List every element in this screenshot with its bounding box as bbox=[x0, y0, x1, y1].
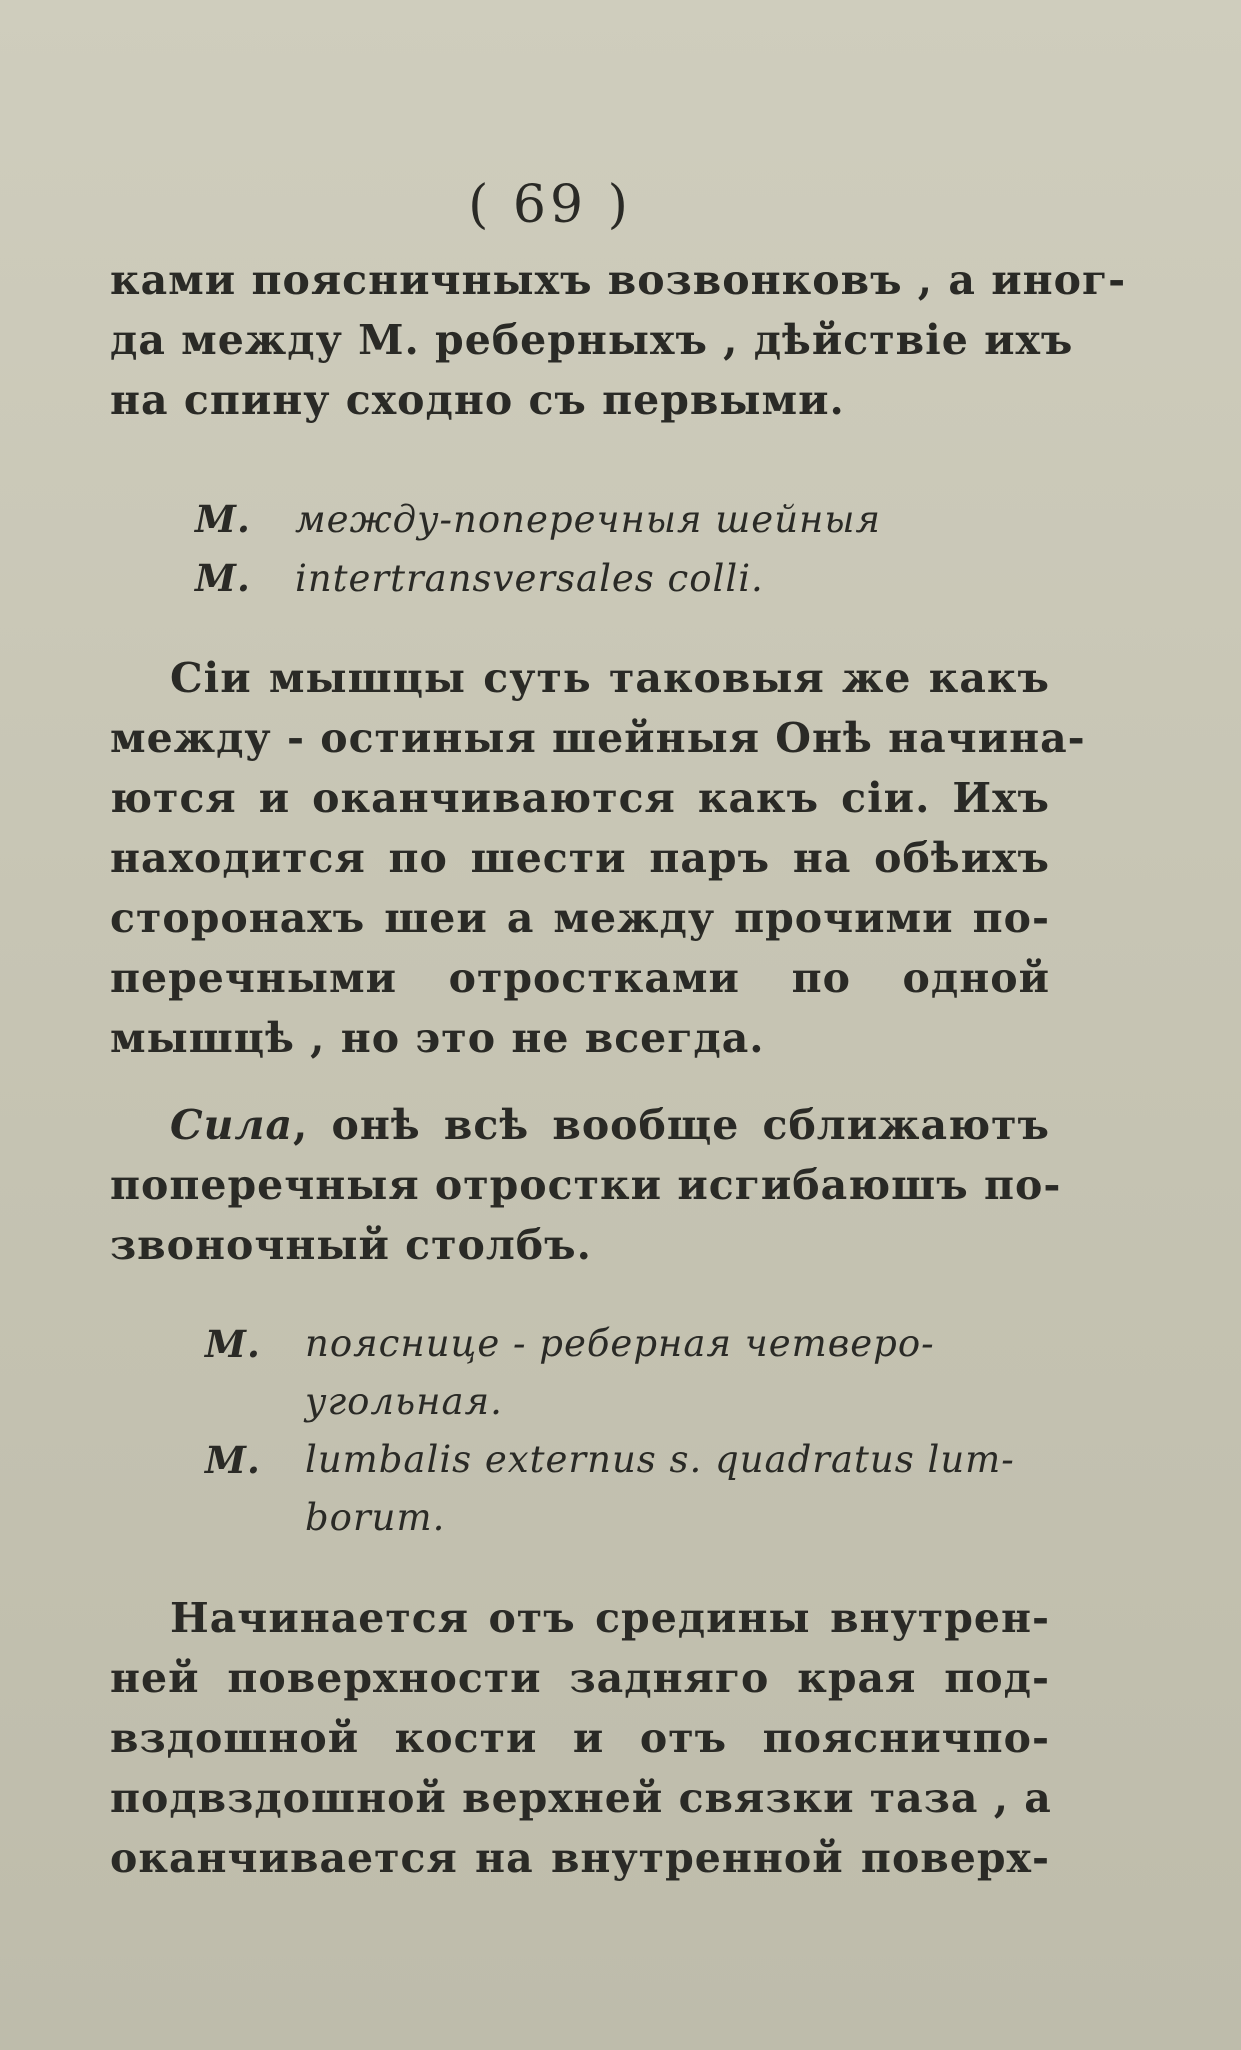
text-line: на спину сходно съ первыми. bbox=[110, 376, 845, 424]
text-line: сторонахъ шеи а между прочими по- bbox=[110, 894, 1050, 942]
text-line: ками поясничныхъ возвонковъ , а иног- bbox=[110, 256, 1127, 304]
heading-abbr: М. bbox=[195, 497, 251, 541]
italic-lead: Сила bbox=[170, 1101, 294, 1149]
heading-abbr: М. bbox=[205, 1322, 261, 1366]
heading-russian-cont: угольная. bbox=[305, 1380, 503, 1423]
text-line: подвздошной верхней связки таза , а bbox=[110, 1774, 1052, 1822]
text-line: поперечныя отростки исгибаюшъ по- bbox=[110, 1161, 1062, 1209]
page-number: ( 69 ) bbox=[468, 175, 632, 235]
text-line: Начинается отъ средины внутрен- bbox=[170, 1594, 1050, 1642]
text-line: ются и оканчиваются какъ сіи. Ихъ bbox=[110, 774, 1050, 822]
heading-abbr: M. bbox=[195, 556, 251, 600]
heading-latin: intertransversales colli. bbox=[295, 557, 764, 600]
text-fragment: , онѣ всѣ вообще сближаютъ bbox=[293, 1101, 1050, 1149]
text-line: оканчивается на внутренной поверх- bbox=[110, 1834, 1050, 1882]
text-line: перечными отростками по одной bbox=[110, 954, 1050, 1002]
text-line: вздошной кости и отъ поясничпо- bbox=[110, 1714, 1050, 1762]
heading-latin: lumbalis externus s. quadratus lum- bbox=[305, 1438, 1015, 1481]
heading-latin-cont: borum. bbox=[305, 1496, 446, 1539]
paragraph-continuation bbox=[110, 250, 1127, 430]
muscle-heading-1 bbox=[195, 490, 881, 608]
paragraph-description bbox=[110, 648, 1086, 1068]
heading-abbr: M. bbox=[205, 1438, 261, 1482]
paragraph-action bbox=[110, 1095, 1062, 1275]
paragraph-origin bbox=[110, 1588, 1050, 1888]
text-line: Сіи мышцы суть таковыя же какъ bbox=[170, 654, 1050, 702]
text-line: мышцѣ , но это не всегда. bbox=[110, 1014, 765, 1062]
text-line bbox=[110, 1095, 1050, 1155]
heading-russian: между-поперечныя шейныя bbox=[295, 498, 882, 541]
text-line: ней поверхности задняго края под- bbox=[110, 1654, 1050, 1702]
muscle-heading-2 bbox=[205, 1315, 1055, 1547]
text-line: находится по шести паръ на обѣихъ bbox=[110, 834, 1050, 882]
text-line: да между М. реберныхъ , дѣйствіе ихъ bbox=[110, 316, 1074, 364]
text-line: звоночный столбъ. bbox=[110, 1221, 592, 1269]
text-line: между - остиныя шейныя Онѣ начина- bbox=[110, 714, 1086, 762]
heading-russian: поясницe - реберная четверо- bbox=[305, 1322, 935, 1365]
